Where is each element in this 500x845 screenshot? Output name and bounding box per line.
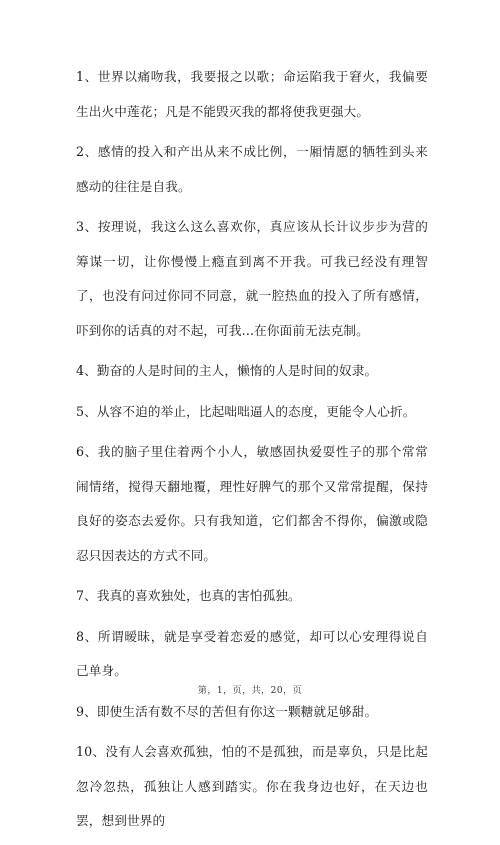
paragraph-5: 5、从容不迫的举止，比起咄咄逼人的态度，更能令人心折。 [76, 403, 416, 419]
document-body [76, 60, 428, 845]
paragraph-9: 9、即使生活有数不尽的苦但有你这一颗糖就足够甜。 [76, 703, 378, 719]
paragraph-7: 7、我真的喜欢独处，也真的害怕孤独。 [76, 588, 301, 603]
paragraph-6: 6、我的脑子里住着两个小人，敏感固执爱耍性子的那个常常闹情绪，搅得天翻地覆，理性好脾气的那个又常常提醒，保持良好的姿态去爱你。只有我知道，它们都舍不得你，偏激或隐忍只因表达的方式不同。 [76, 444, 428, 563]
paragraph-4: 4、勤奋的人是时间的主人，懒惰的人是时间的奴隶。 [76, 363, 378, 378]
paragraph-2: 2、感情的投入和产出从来不成比例，一厢情愿的牺牲到头来感动的往往是自我。 [76, 144, 428, 194]
page-footer: 第，1，页，共，20，页 [197, 686, 303, 696]
paragraph-3: 3、按理说，我这么这么喜欢你，真应该从长计议步步为营的筹谋一切，让你慢慢上瘾直到离不开我。可我已经没有理智了，也没有问过你同不同意，就一腔热血的投入了所有感情，吓到你的话真的对不起，可我...在你面前无法克制。 [76, 219, 428, 338]
paragraph-10: 10、没有人会喜欢孤独，怕的不是孤独，而是辜负，只是比起忽冷忽热，孤独让人感到踏实。你在我身边也好，在天边也罢，想到世界的 [76, 744, 428, 828]
paragraph-8: 8、所谓暧昧，就是享受着恋爱的感觉，却可以心安理得说自己单身。 [76, 628, 428, 678]
paragraph-1: 1、世界以痛吻我，我要报之以歌；命运陷我于窘火，我偏要生出火中莲花；凡是不能毁灭我的都将使我更强大。 [76, 69, 428, 119]
